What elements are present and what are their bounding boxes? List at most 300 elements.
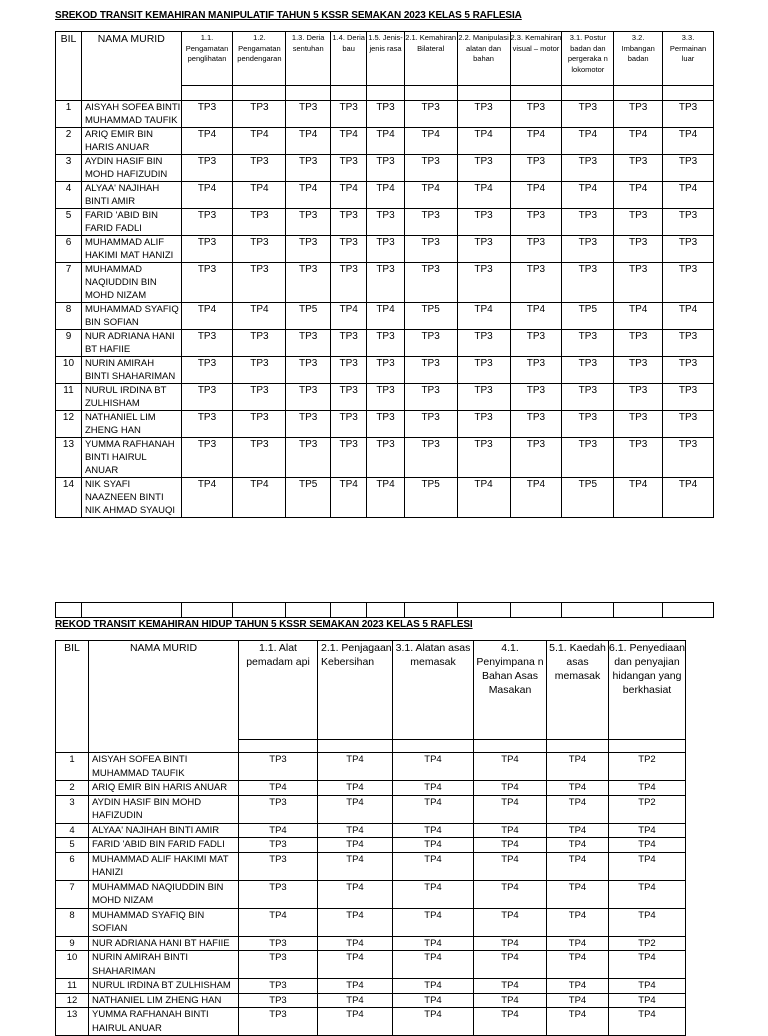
tp-level-cell: TP5 <box>562 303 614 330</box>
tp-level-cell: TP3 <box>562 263 614 303</box>
empty-cell <box>81 603 181 618</box>
tp-level-cell: TP4 <box>614 128 663 155</box>
tp-level-cell: TP3 <box>367 236 404 263</box>
tp-level-cell: TP3 <box>562 330 614 357</box>
table-row <box>56 753 686 781</box>
tp-level-cell: TP4 <box>614 303 663 330</box>
tp-level-cell: TP3 <box>663 438 714 478</box>
tp-level-cell: TP3 <box>181 209 233 236</box>
tp-level-cell: TP4 <box>367 478 404 518</box>
row-number: 6 <box>56 852 89 880</box>
empty-cell <box>404 603 457 618</box>
row-number: 10 <box>56 951 89 979</box>
tp-level-cell: TP4 <box>318 852 393 880</box>
tp-level-cell: TP4 <box>547 823 609 838</box>
tp-level-cell: TP4 <box>286 128 331 155</box>
tp-level-cell: TP4 <box>547 852 609 880</box>
table-row <box>56 330 714 357</box>
student-name: NUR ADRIANA HANI BT HAFIIE <box>81 330 181 357</box>
tp-level-cell: TP4 <box>474 838 547 853</box>
empty-cell <box>239 740 318 753</box>
tp-level-cell: TP3 <box>614 384 663 411</box>
tp-level-cell: TP4 <box>318 880 393 908</box>
row-number: 4 <box>56 182 82 209</box>
table-row <box>56 1008 686 1036</box>
tp-level-cell: TP3 <box>239 936 318 951</box>
skill-header: 1.4. Deria bau <box>331 32 367 86</box>
tp-level-cell: TP3 <box>510 236 562 263</box>
tp-level-cell: TP3 <box>286 411 331 438</box>
empty-cell <box>510 86 562 101</box>
skill-header: 3.1. Alatan asas memasak <box>393 641 474 740</box>
table-row <box>56 478 714 518</box>
student-name: ALYAA' NAJIHAH BINTI AMIR <box>81 182 181 209</box>
tp-level-cell: TP3 <box>233 209 286 236</box>
tp-level-cell: TP5 <box>286 303 331 330</box>
tp-level-cell: TP4 <box>393 1008 474 1036</box>
tp-level-cell: TP4 <box>547 993 609 1008</box>
empty-cell <box>547 740 609 753</box>
tp-level-cell: TP3 <box>181 330 233 357</box>
tp-level-cell: TP3 <box>233 155 286 182</box>
tp-level-cell: TP4 <box>393 781 474 796</box>
tp-level-cell: TP5 <box>404 478 457 518</box>
empty-cell <box>663 86 714 101</box>
tp-level-cell: TP3 <box>181 357 233 384</box>
student-name: NURUL IRDINA BT ZULHISHAM <box>89 979 239 994</box>
tp-level-cell: TP3 <box>286 384 331 411</box>
tp-level-cell: TP3 <box>457 438 510 478</box>
tp-level-cell: TP4 <box>239 781 318 796</box>
empty-cell <box>474 740 547 753</box>
separator-row-table <box>55 602 714 618</box>
tp-level-cell: TP4 <box>609 1008 686 1036</box>
tp-level-cell: TP3 <box>562 357 614 384</box>
tp-level-cell: TP3 <box>181 384 233 411</box>
tp-level-cell: TP3 <box>614 438 663 478</box>
table-row <box>56 979 686 994</box>
empty-cell <box>457 603 510 618</box>
tp-level-cell: TP3 <box>286 438 331 478</box>
tp-level-cell: TP4 <box>393 823 474 838</box>
table-row <box>56 838 686 853</box>
tp-level-cell: TP3 <box>510 209 562 236</box>
table2-title: REKOD TRANSIT KEMAHIRAN HIDUP TAHUN 5 KSSR SEMAKAN 2023 KELAS 5 RAFLESI <box>55 619 473 630</box>
tp-level-cell: TP3 <box>367 263 404 303</box>
tp-level-cell: TP4 <box>318 936 393 951</box>
student-name: NUR ADRIANA HANI BT HAFIIE <box>89 936 239 951</box>
tp-level-cell: TP3 <box>331 357 367 384</box>
tp-level-cell: TP4 <box>318 1008 393 1036</box>
tp-level-cell: TP3 <box>404 384 457 411</box>
tp-level-cell: TP4 <box>393 753 474 781</box>
tp-level-cell: TP3 <box>286 263 331 303</box>
skill-header: 5.1. Kaedah asas memasak <box>547 641 609 740</box>
tp-level-cell: TP3 <box>510 357 562 384</box>
tp-level-cell: TP3 <box>331 155 367 182</box>
bil-header: BIL <box>56 32 82 101</box>
empty-cell <box>367 86 404 101</box>
tp-level-cell: TP5 <box>286 478 331 518</box>
skill-header: 3.2. Imbangan badan <box>614 32 663 86</box>
empty-cell <box>562 86 614 101</box>
tp-level-cell: TP3 <box>562 155 614 182</box>
row-number: 7 <box>56 263 82 303</box>
row-number: 13 <box>56 1008 89 1036</box>
student-name: NURIN AMIRAH BINTI SHAHARIMAN <box>81 357 181 384</box>
table-row <box>56 155 714 182</box>
student-name: AISYAH SOFEA BINTI MUHAMMAD TAUFIK <box>81 101 181 128</box>
student-name: MUHAMMAD SYAFIQ BIN SOFIAN <box>81 303 181 330</box>
tp-level-cell: TP3 <box>614 236 663 263</box>
student-name: ALYAA' NAJIHAH BINTI AMIR <box>89 823 239 838</box>
tp-level-cell: TP4 <box>318 951 393 979</box>
tp-level-cell: TP4 <box>239 823 318 838</box>
row-number: 12 <box>56 993 89 1008</box>
tp-level-cell: TP4 <box>547 1008 609 1036</box>
skill-header: 2.1. Kemahiran Bilateral <box>404 32 457 86</box>
tp-level-cell: TP4 <box>233 478 286 518</box>
tp-level-cell: TP3 <box>404 263 457 303</box>
table-row <box>56 101 714 128</box>
skill-header: 3.1. Postur badan dan pergeraka n lokomotor <box>562 32 614 86</box>
row-number: 3 <box>56 155 82 182</box>
tp-level-cell: TP2 <box>609 795 686 823</box>
tp-level-cell: TP3 <box>562 438 614 478</box>
row-number: 11 <box>56 979 89 994</box>
tp-level-cell: TP4 <box>393 979 474 994</box>
student-name: NURUL IRDINA BT ZULHISHAM <box>81 384 181 411</box>
tp-level-cell: TP3 <box>286 357 331 384</box>
tp-level-cell: TP4 <box>562 128 614 155</box>
tp-level-cell: TP3 <box>233 330 286 357</box>
tp-level-cell: TP3 <box>614 209 663 236</box>
student-name: MUHAMMAD ALIF HAKIMI MAT HANIZI <box>81 236 181 263</box>
tp-level-cell: TP4 <box>547 936 609 951</box>
tp-level-cell: TP3 <box>457 236 510 263</box>
tp-level-cell: TP4 <box>663 303 714 330</box>
tp-level-cell: TP4 <box>239 908 318 936</box>
tp-level-cell: TP4 <box>457 478 510 518</box>
tp-level-cell: TP4 <box>562 182 614 209</box>
tp-level-cell: TP4 <box>474 979 547 994</box>
tp-level-cell: TP3 <box>233 236 286 263</box>
student-name: NATHANIEL LIM ZHENG HAN <box>89 993 239 1008</box>
tp-level-cell: TP4 <box>318 979 393 994</box>
tp-level-cell: TP4 <box>614 478 663 518</box>
tp-level-cell: TP4 <box>393 908 474 936</box>
tp-level-cell: TP4 <box>609 951 686 979</box>
table-row <box>56 236 714 263</box>
tp-level-cell: TP3 <box>614 155 663 182</box>
tp-level-cell: TP3 <box>331 330 367 357</box>
tp-level-cell: TP4 <box>609 993 686 1008</box>
student-name: YUMMA RAFHANAH BINTI HAIRUL ANUAR <box>89 1008 239 1036</box>
row-number: 10 <box>56 357 82 384</box>
tp-level-cell: TP4 <box>609 838 686 853</box>
tp-level-cell: TP3 <box>239 951 318 979</box>
student-name: NURIN AMIRAH BINTI SHAHARIMAN <box>89 951 239 979</box>
tp-level-cell: TP4 <box>404 128 457 155</box>
hidup-table <box>55 640 686 1036</box>
tp-level-cell: TP4 <box>474 908 547 936</box>
tp-level-cell: TP4 <box>233 128 286 155</box>
tp-level-cell: TP3 <box>457 384 510 411</box>
tp-level-cell: TP4 <box>393 993 474 1008</box>
row-number: 14 <box>56 478 82 518</box>
tp-level-cell: TP4 <box>474 781 547 796</box>
tp-level-cell: TP3 <box>233 438 286 478</box>
tp-level-cell: TP4 <box>510 303 562 330</box>
table-row <box>56 263 714 303</box>
tp-level-cell: TP3 <box>367 101 404 128</box>
tp-level-cell: TP4 <box>318 838 393 853</box>
skill-header: 2.3. Kemahiran visual – motor <box>510 32 562 86</box>
tp-level-cell: TP4 <box>663 128 714 155</box>
tp-level-cell: TP3 <box>367 155 404 182</box>
empty-cell <box>393 740 474 753</box>
tp-level-cell: TP3 <box>286 155 331 182</box>
tp-level-cell: TP4 <box>547 880 609 908</box>
tp-level-cell: TP3 <box>562 411 614 438</box>
table-row <box>56 852 686 880</box>
row-number: 8 <box>56 303 82 330</box>
tp-level-cell: TP3 <box>663 263 714 303</box>
tp-level-cell: TP3 <box>404 236 457 263</box>
tp-level-cell: TP3 <box>331 384 367 411</box>
student-name: NATHANIEL LIM ZHENG HAN <box>81 411 181 438</box>
tp-level-cell: TP3 <box>233 357 286 384</box>
tp-level-cell: TP3 <box>404 155 457 182</box>
empty-cell <box>614 603 663 618</box>
tp-level-cell: TP3 <box>367 209 404 236</box>
tp-level-cell: TP3 <box>457 357 510 384</box>
tp-level-cell: TP3 <box>457 411 510 438</box>
nama-header: NAMA MURID <box>89 641 239 753</box>
skill-header: 1.1. Pengamatan penglihatan <box>181 32 233 86</box>
tp-level-cell: TP3 <box>404 438 457 478</box>
tp-level-cell: TP3 <box>367 330 404 357</box>
tp-level-cell: TP4 <box>393 852 474 880</box>
tp-level-cell: TP3 <box>239 838 318 853</box>
table-row <box>56 411 714 438</box>
tp-level-cell: TP3 <box>367 438 404 478</box>
tp-level-cell: TP4 <box>457 303 510 330</box>
tp-level-cell: TP4 <box>609 979 686 994</box>
tp-level-cell: TP3 <box>331 236 367 263</box>
row-number: 5 <box>56 209 82 236</box>
tp-level-cell: TP3 <box>181 236 233 263</box>
student-name: MUHAMMAD SYAFIQ BIN SOFIAN <box>89 908 239 936</box>
row-number: 8 <box>56 908 89 936</box>
tp-level-cell: TP3 <box>457 155 510 182</box>
row-number: 1 <box>56 101 82 128</box>
table-row <box>56 795 686 823</box>
table-row <box>56 823 686 838</box>
table-row <box>56 128 714 155</box>
tp-level-cell: TP3 <box>286 236 331 263</box>
row-number: 13 <box>56 438 82 478</box>
tp-level-cell: TP4 <box>318 823 393 838</box>
tp-level-cell: TP3 <box>181 263 233 303</box>
tp-level-cell: TP3 <box>614 263 663 303</box>
tp-level-cell: TP4 <box>331 303 367 330</box>
student-name: AISYAH SOFEA BINTI MUHAMMAD TAUFIK <box>89 753 239 781</box>
bil-header: BIL <box>56 641 89 753</box>
tp-level-cell: TP3 <box>331 263 367 303</box>
tp-level-cell: TP3 <box>239 795 318 823</box>
empty-cell <box>609 740 686 753</box>
student-name: MUHAMMAD ALIF HAKIMI MAT HANIZI <box>89 852 239 880</box>
empty-cell <box>56 603 82 618</box>
tp-level-cell: TP3 <box>233 411 286 438</box>
table-row <box>56 384 714 411</box>
student-name: FARID 'ABID BIN FARID FADLI <box>89 838 239 853</box>
manipulatif-table <box>55 31 714 518</box>
tp-level-cell: TP4 <box>663 478 714 518</box>
tp-level-cell: TP4 <box>181 303 233 330</box>
row-number: 2 <box>56 781 89 796</box>
tp-level-cell: TP3 <box>331 101 367 128</box>
student-name: YUMMA RAFHANAH BINTI HAIRUL ANUAR <box>81 438 181 478</box>
tp-level-cell: TP4 <box>367 182 404 209</box>
tp-level-cell: TP3 <box>367 384 404 411</box>
tp-level-cell: TP3 <box>367 357 404 384</box>
empty-cell <box>286 86 331 101</box>
tp-level-cell: TP4 <box>663 182 714 209</box>
tp-level-cell: TP3 <box>663 101 714 128</box>
tp-level-cell: TP4 <box>318 781 393 796</box>
skill-header: 6.1. Penyediaan dan penyajian hidangan yang berkhasiat <box>609 641 686 740</box>
row-number: 5 <box>56 838 89 853</box>
tp-level-cell: TP4 <box>474 936 547 951</box>
student-name: AYDIN HASIF BIN MOHD HAFIZUDIN <box>89 795 239 823</box>
tp-level-cell: TP3 <box>510 384 562 411</box>
table1-title: SREKOD TRANSIT KEMAHIRAN MANIPULATIF TAHUN 5 KSSR SEMAKAN 2023 KELAS 5 RAFLESIA <box>55 10 522 21</box>
student-name: MUHAMMAD NAQIUDDIN BIN MOHD NIZAM <box>81 263 181 303</box>
tp-level-cell: TP3 <box>239 753 318 781</box>
tp-level-cell: TP3 <box>562 209 614 236</box>
tp-level-cell: TP3 <box>331 438 367 478</box>
row-number: 9 <box>56 330 82 357</box>
tp-level-cell: TP3 <box>510 101 562 128</box>
tp-level-cell: TP5 <box>562 478 614 518</box>
tp-level-cell: TP3 <box>510 263 562 303</box>
tp-level-cell: TP3 <box>404 209 457 236</box>
row-number: 7 <box>56 880 89 908</box>
tp-level-cell: TP3 <box>614 330 663 357</box>
tp-level-cell: TP2 <box>609 936 686 951</box>
row-number: 9 <box>56 936 89 951</box>
tp-level-cell: TP4 <box>547 781 609 796</box>
table1-header-row <box>56 32 714 86</box>
tp-level-cell: TP4 <box>181 478 233 518</box>
empty-cell <box>367 603 404 618</box>
tp-level-cell: TP4 <box>393 880 474 908</box>
tp-level-cell: TP4 <box>474 951 547 979</box>
tp-level-cell: TP3 <box>457 330 510 357</box>
tp-level-cell: TP3 <box>404 101 457 128</box>
skill-header: 2.2. Manipulasi alatan dan bahan <box>457 32 510 86</box>
table-row <box>56 908 686 936</box>
tp-level-cell: TP3 <box>239 880 318 908</box>
tp-level-cell: TP4 <box>367 128 404 155</box>
tp-level-cell: TP4 <box>393 795 474 823</box>
tp-level-cell: TP4 <box>181 182 233 209</box>
empty-cell <box>614 86 663 101</box>
table2-header-row <box>56 641 686 740</box>
tp-level-cell: TP4 <box>457 182 510 209</box>
empty-cell <box>233 603 286 618</box>
skill-header: 3.3. Permainan luar <box>663 32 714 86</box>
tp-level-cell: TP3 <box>181 155 233 182</box>
tp-level-cell: TP4 <box>609 908 686 936</box>
tp-level-cell: TP4 <box>474 795 547 823</box>
tp-level-cell: TP4 <box>331 478 367 518</box>
tp-level-cell: TP4 <box>547 979 609 994</box>
tp-level-cell: TP3 <box>404 330 457 357</box>
tp-level-cell: TP3 <box>614 357 663 384</box>
tp-level-cell: TP4 <box>547 951 609 979</box>
tp-level-cell: TP3 <box>510 330 562 357</box>
tp-level-cell: TP3 <box>457 263 510 303</box>
tp-level-cell: TP4 <box>393 838 474 853</box>
tp-level-cell: TP3 <box>233 384 286 411</box>
tp-level-cell: TP4 <box>233 303 286 330</box>
tp-level-cell: TP3 <box>404 357 457 384</box>
empty-cell <box>181 603 233 618</box>
tp-level-cell: TP3 <box>181 101 233 128</box>
tp-level-cell: TP4 <box>609 880 686 908</box>
tp-level-cell: TP4 <box>393 951 474 979</box>
table-row <box>56 303 714 330</box>
tp-level-cell: TP4 <box>474 993 547 1008</box>
tp-level-cell: TP4 <box>286 182 331 209</box>
tp-level-cell: TP4 <box>457 128 510 155</box>
row-number: 2 <box>56 128 82 155</box>
student-name: FARID 'ABID BIN FARID FADLI <box>81 209 181 236</box>
tp-level-cell: TP4 <box>609 823 686 838</box>
tp-level-cell: TP3 <box>663 411 714 438</box>
tp-level-cell: TP4 <box>318 753 393 781</box>
row-number: 12 <box>56 411 82 438</box>
tp-level-cell: TP3 <box>510 438 562 478</box>
tp-level-cell: TP3 <box>239 852 318 880</box>
student-name: NIK SYAFI NAAZNEEN BINTI NIK AHMAD SYAUQI <box>81 478 181 518</box>
tp-level-cell: TP4 <box>331 128 367 155</box>
empty-cell <box>663 603 714 618</box>
tp-level-cell: TP3 <box>510 155 562 182</box>
student-name: ARIQ EMIR BIN HARIS ANUAR <box>89 781 239 796</box>
skill-header: 1.1. Alat pemadam api <box>239 641 318 740</box>
tp-level-cell: TP3 <box>562 236 614 263</box>
empty-cell <box>331 603 367 618</box>
tp-level-cell: TP4 <box>547 838 609 853</box>
row-number: 1 <box>56 753 89 781</box>
table-row <box>56 438 714 478</box>
empty-cell <box>318 740 393 753</box>
tp-level-cell: TP4 <box>547 753 609 781</box>
tp-level-cell: TP4 <box>474 852 547 880</box>
tp-level-cell: TP4 <box>233 182 286 209</box>
tp-level-cell: TP4 <box>181 128 233 155</box>
empty-cell <box>562 603 614 618</box>
tp-level-cell: TP4 <box>474 753 547 781</box>
tp-level-cell: TP3 <box>239 1008 318 1036</box>
tp-level-cell: TP4 <box>393 936 474 951</box>
student-name: MUHAMMAD NAQIUDDIN BIN MOHD NIZAM <box>89 880 239 908</box>
tp-level-cell: TP3 <box>233 101 286 128</box>
